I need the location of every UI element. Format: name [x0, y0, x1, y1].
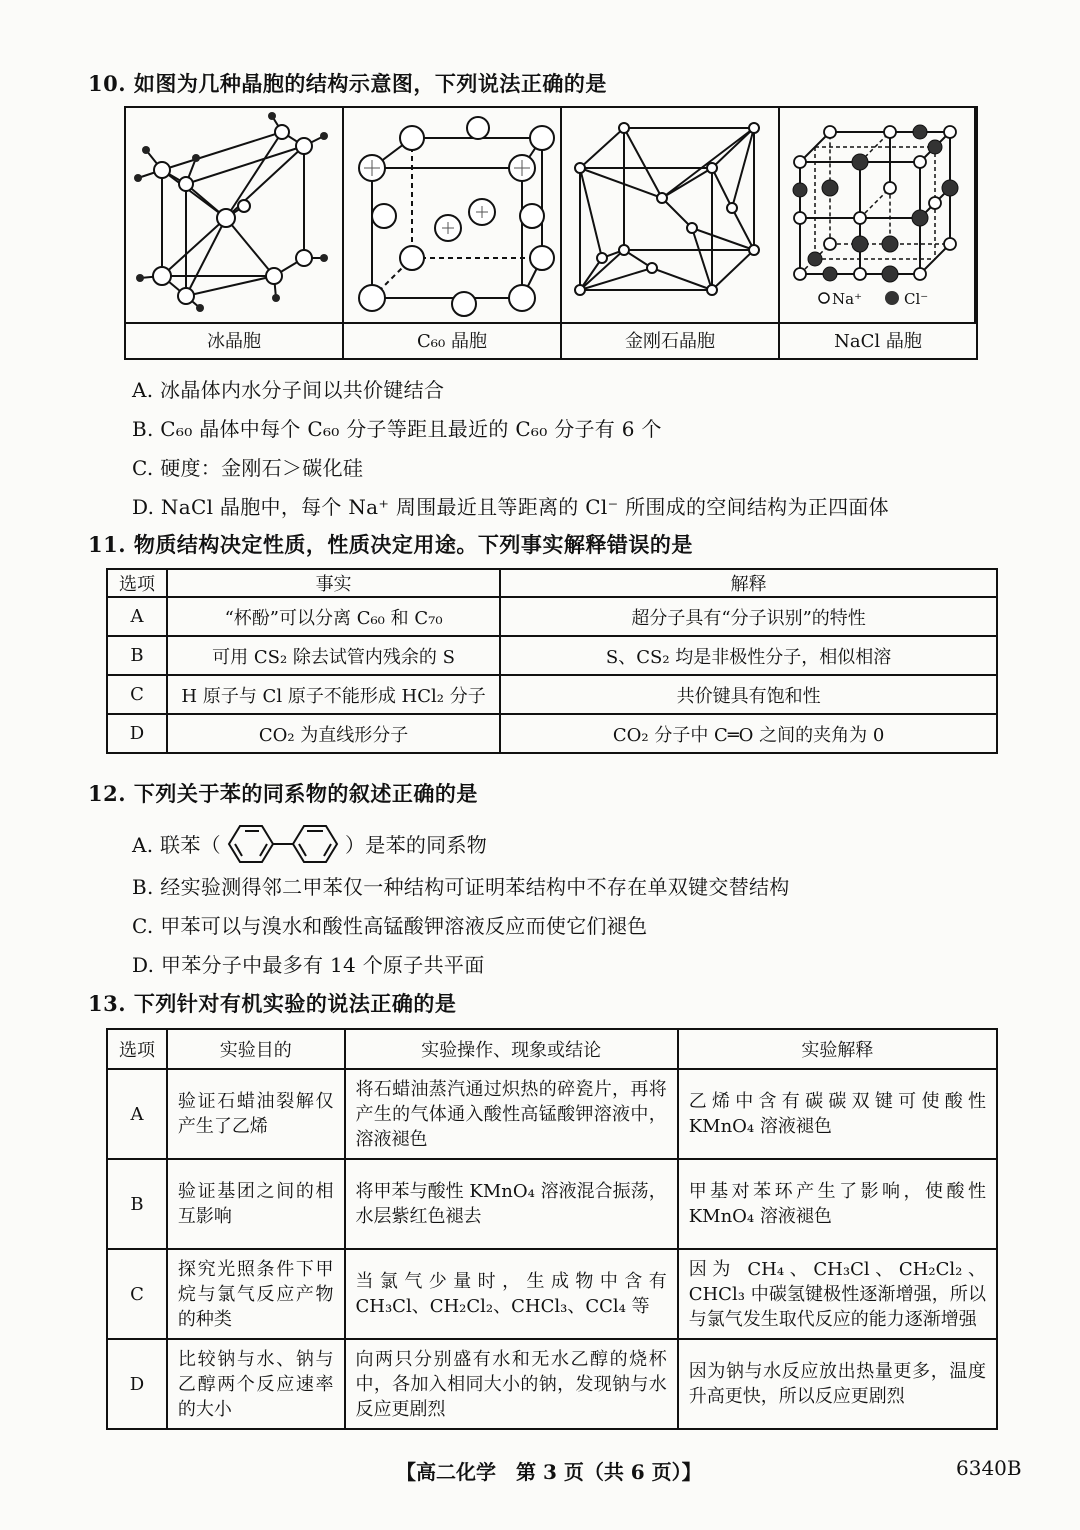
table-cell: 共价键具有饱和性 — [500, 675, 997, 714]
biphenyl-structure-diagram — [221, 822, 345, 866]
c60-cell-diagram — [344, 108, 562, 322]
table-cell: 探究光照条件下甲烷与氯气反应产物的种类 — [167, 1249, 345, 1339]
table-cell: S、CS₂ 均是非极性分子，相似相溶 — [500, 636, 997, 675]
table-cell: 当氯气少量时，生成物中含有 CH₃Cl、CH₂Cl₂、CHCl₃、CCl₄ 等 — [345, 1249, 678, 1339]
table-cell: D — [107, 1339, 167, 1429]
table-row — [107, 636, 997, 675]
caption-ice: 冰晶胞 — [126, 324, 344, 360]
table-cell: CO₂ 分子中 C═O 之间的夹角为 0 — [500, 714, 997, 753]
q11-title: 11. 物质结构决定性质，性质决定用途。下列事实解释错误的是 — [88, 532, 693, 557]
diamond-cell-diagram — [562, 108, 780, 322]
table-header-row — [107, 569, 997, 597]
q10-option-d: D. NaCl 晶胞中，每个 Na⁺ 周围最近且等距离的 Cl⁻ 所围成的空间结构为正四面体 — [132, 495, 889, 519]
table-row — [107, 714, 997, 753]
table-cell: C — [107, 675, 167, 714]
header-cell: 选项 — [107, 569, 167, 597]
table-cell: “杯酚”可以分离 C₆₀ 和 C₇₀ — [167, 597, 500, 636]
legend-na-label: Na⁺ — [832, 290, 862, 308]
table-cell: 向两只分别盛有水和无水乙醇的烧杯中，各加入相同大小的钠，发现钠与水反应更剧烈 — [345, 1339, 678, 1429]
q12-title: 12. 下列关于苯的同系物的叙述正确的是 — [88, 781, 478, 806]
q12-option-d: D. 甲苯分子中最多有 14 个原子共平面 — [132, 953, 485, 977]
paper-code: 6340B — [956, 1456, 1022, 1480]
caption-diamond: 金刚石晶胞 — [562, 324, 780, 360]
q12-option-c: C. 甲苯可以与溴水和酸性高锰酸钾溶液反应而使它们褪色 — [132, 914, 648, 938]
q13-table — [106, 1028, 998, 1430]
nacl-cell-diagram — [780, 108, 976, 322]
q11-table — [106, 568, 998, 754]
caption-nacl: NaCl 晶胞 — [834, 331, 922, 352]
table-cell: 超分子具有“分子识别”的特性 — [500, 597, 997, 636]
table-cell: B — [107, 1159, 167, 1249]
table-cell: B — [107, 636, 167, 675]
table-cell: 可用 CS₂ 除去试管内残余的 S — [167, 636, 500, 675]
table-cell: 甲基对苯环产生了影响，使酸性 KMnO₄ 溶液褪色 — [678, 1159, 997, 1249]
table-row — [107, 597, 997, 636]
table-row — [107, 1249, 997, 1339]
q12-option-a-suffix: ）是苯的同系物 — [344, 833, 488, 857]
table-row — [107, 1339, 997, 1429]
header-cell: 解释 — [500, 569, 997, 597]
q10-option-b: B. C₆₀ 晶体中每个 C₆₀ 分子等距且最近的 C₆₀ 分子有 6 个 — [132, 417, 662, 441]
table-cell: 乙烯中含有碳碳双键可使酸性 KMnO₄ 溶液褪色 — [678, 1069, 997, 1159]
figure-captions — [126, 322, 976, 360]
crystal-figure — [124, 106, 978, 360]
table-cell: 因为钠与水反应放出热量更多，温度升高更快，所以反应更剧烈 — [678, 1339, 997, 1429]
table-cell: 验证基团之间的相互影响 — [167, 1159, 345, 1249]
table-cell: 将石蜡油蒸汽通过炽热的碎瓷片，再将产生的气体通入酸性高锰酸钾溶液中，溶液褪色 — [345, 1069, 678, 1159]
header-cell: 实验目的 — [167, 1029, 345, 1069]
table-cell: CO₂ 为直线形分子 — [167, 714, 500, 753]
header-cell: 选项 — [107, 1029, 167, 1069]
q12-option-b: B. 经实验测得邻二甲苯仅一种结构可证明苯结构中不存在单双键交替结构 — [132, 875, 790, 899]
table-cell: H 原子与 Cl 原子不能形成 HCl₂ 分子 — [167, 675, 500, 714]
q13-title: 13. 下列针对有机实验的说法正确的是 — [88, 991, 457, 1016]
table-cell: 将甲苯与酸性 KMnO₄ 溶液混合振荡，水层紫红色褪去 — [345, 1159, 678, 1249]
table-cell: A — [107, 597, 167, 636]
table-cell: C — [107, 1249, 167, 1339]
header-cell: 实验解释 — [678, 1029, 997, 1069]
table-cell: 验证石蜡油裂解仅产生了乙烯 — [167, 1069, 345, 1159]
legend-cl-label: Cl⁻ — [904, 290, 929, 308]
table-row — [107, 1069, 997, 1159]
table-cell: D — [107, 714, 167, 753]
header-cell: 事实 — [167, 569, 500, 597]
table-row — [107, 1159, 997, 1249]
table-cell: 比较钠与水、钠与乙醇两个反应速率的大小 — [167, 1339, 345, 1429]
caption-c60: C₆₀ 晶胞 — [344, 324, 562, 360]
ice-cell-diagram — [126, 108, 344, 322]
q10-title: 10. 如图为几种晶胞的结构示意图，下列说法正确的是 — [88, 71, 607, 96]
table-cell: 因为 CH₄、CH₃Cl、CH₂Cl₂、CHCl₃ 中碳氢键极性逐渐增强，所以与氯气发生取代反应的能力逐渐增强 — [678, 1249, 997, 1339]
table-header-row — [107, 1029, 997, 1069]
table-cell: A — [107, 1069, 167, 1159]
q10-option-a: A. 冰晶体内水分子间以共价键结合 — [132, 378, 445, 402]
q12-option-a-prefix: A. 联苯（ — [132, 833, 221, 857]
q10-option-c: C. 硬度：金刚石＞碳化硅 — [132, 456, 364, 480]
q12-option-a — [132, 822, 487, 866]
page-footer: 【高二化学 第 3 页（共 6 页）】 — [396, 1460, 702, 1484]
table-row — [107, 675, 997, 714]
header-cell: 实验操作、现象或结论 — [345, 1029, 678, 1069]
